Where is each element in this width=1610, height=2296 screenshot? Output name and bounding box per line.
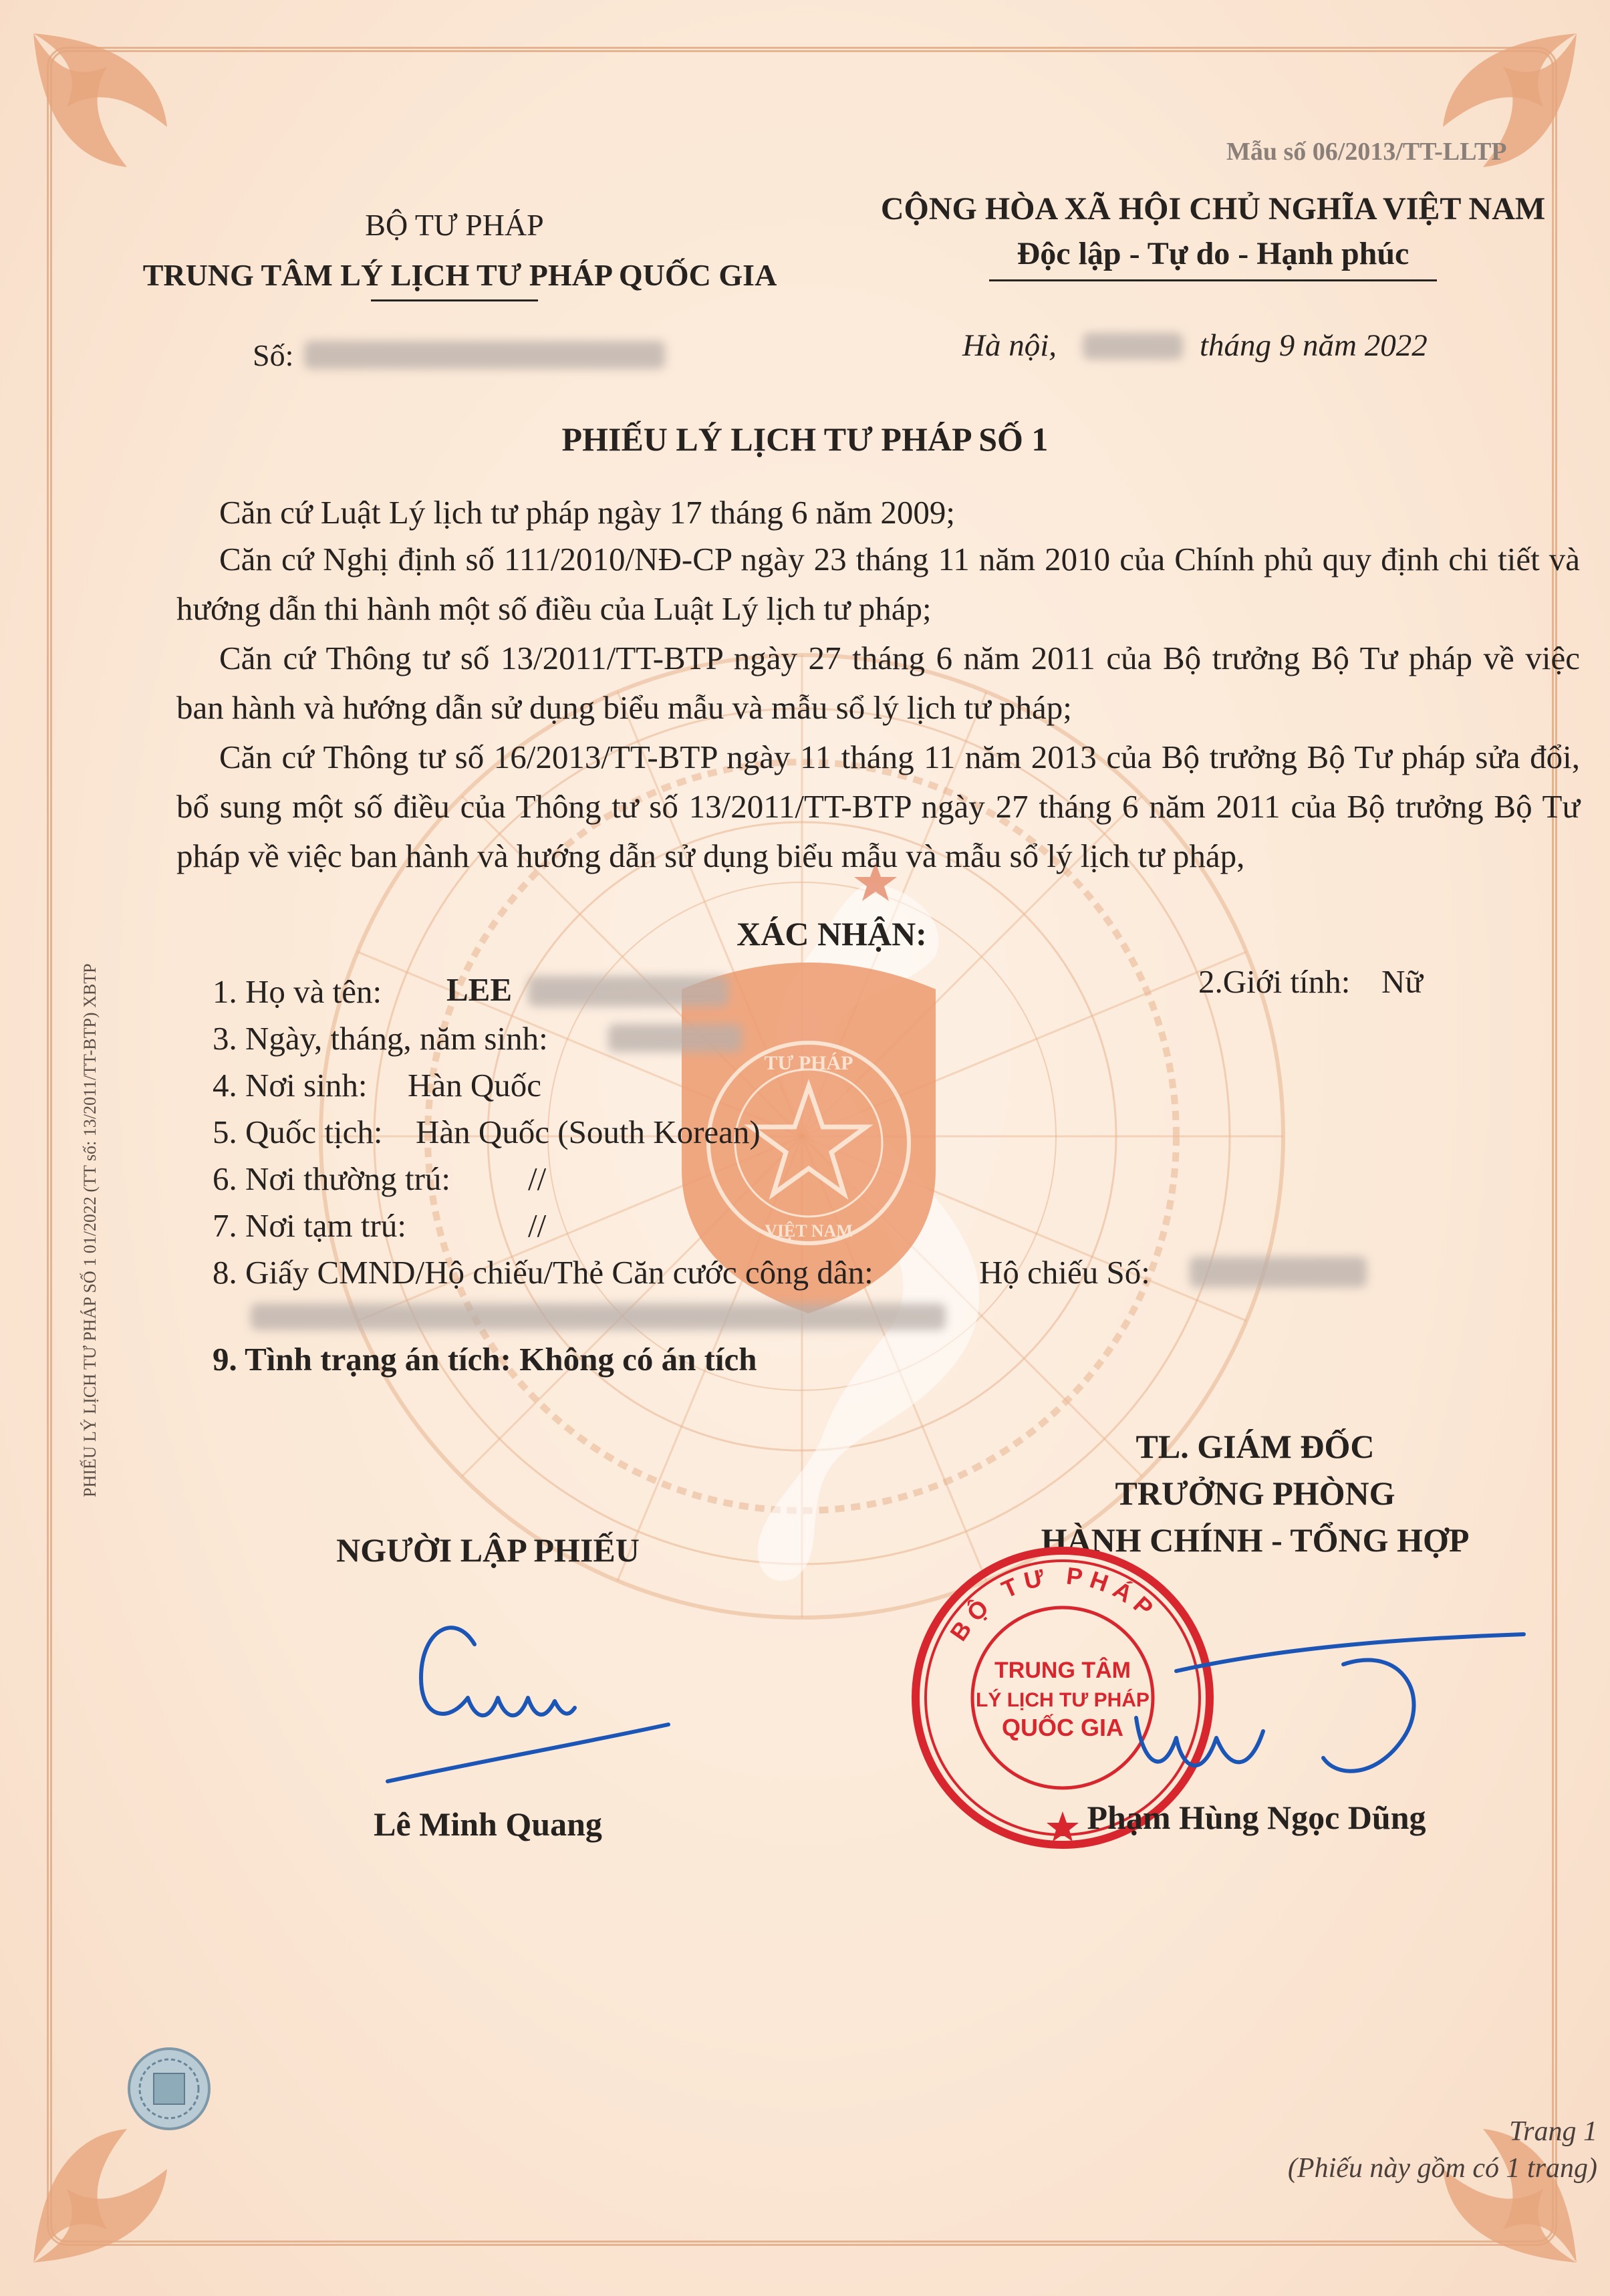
document-title: PHIẾU LÝ LỊCH TƯ PHÁP SỐ 1 xyxy=(561,420,1049,458)
page-count-note: (Phiếu này gồm có 1 trang) xyxy=(1287,2153,1597,2184)
name-value: LEE xyxy=(446,971,513,1008)
preparer-signature xyxy=(374,1591,682,1798)
form-code: Mẫu số 06/2013/TT-LLTP xyxy=(1226,138,1507,166)
stamp-line-2: LÝ LỊCH TƯ PHÁP xyxy=(976,1689,1150,1711)
corner-ornament-top-left xyxy=(27,27,180,180)
stamp-ring-text: BỘ TƯ PHÁP xyxy=(944,1561,1164,1646)
redacted-passport-details xyxy=(251,1303,946,1330)
legal-basis-4: Căn cứ Thông tư số 16/2013/TT-BTP ngày 11 tháng 11 năm 2013 của Bộ trưởng Bộ Tư pháp sửa đổi, bổ sung một số điều của Thông tư số 13/2011/TT-BTP ngày 27 tháng 6 năm 2011 của Bộ trưởng Bộ Tư pháp về việc ban hành và hướng dẫn sử dụng biểu mẫu và mẫu sổ lý lịch tư pháp, xyxy=(176,739,1580,874)
stamp-line-1: TRUNG TÂM xyxy=(994,1658,1131,1683)
stamp-line-3: QUỐC GIA xyxy=(1001,1714,1124,1741)
dob-label: 3. Ngày, tháng, năm sinh: xyxy=(213,1020,548,1057)
redacted-dob xyxy=(608,1024,742,1052)
redacted-document-number xyxy=(304,341,665,369)
nation-name: CỘNG HÒA XÃ HỘI CHỦ NGHĨA VIỆT NAM xyxy=(880,191,1546,227)
confirm-heading: XÁC NHẬN: xyxy=(736,915,927,952)
side-print-note: PHIẾU LÝ LỊCH TƯ PHÁP SỐ 1 01/2022 (TT số: 13/2011/TT-BTP) XBTP xyxy=(80,963,100,1497)
residence-value: // xyxy=(528,1160,547,1197)
preparer-title: NGƯỜI LẬP PHIẾU xyxy=(336,1531,640,1569)
director-signature xyxy=(1123,1618,1591,1818)
legal-basis-3: Căn cứ Thông tư số 13/2011/TT-BTP ngày 27 tháng 6 năm 2011 của Bộ trưởng Bộ Tư pháp về việc ban hành và hướng dẫn sử dụng biểu mẫu và mẫu sổ lý lịch tư pháp; xyxy=(176,640,1580,726)
id-document-value: Hộ chiếu Số: xyxy=(979,1254,1150,1291)
director-title-3: HÀNH CHÍNH - TỔNG HỢP xyxy=(1041,1521,1470,1559)
center-name: TRUNG TÂM LÝ LỊCH TƯ PHÁP QUỐC GIA xyxy=(142,258,777,292)
nationality-value: Hàn Quốc (South Korean) xyxy=(416,1114,761,1150)
ministry-name: BỘ TƯ PHÁP xyxy=(365,208,544,242)
emblem-top-text: TƯ PHÁP xyxy=(764,1052,853,1074)
document-number-label: Số: xyxy=(253,338,294,372)
temp-residence-value: // xyxy=(528,1207,547,1244)
corner-ornament-bottom-left xyxy=(27,2116,180,2269)
nation-motto: Độc lập - Tự do - Hạnh phúc xyxy=(1017,236,1410,271)
residence-label: 6. Nơi thường trú: xyxy=(213,1160,451,1197)
name-label: 1. Họ và tên: xyxy=(213,973,382,1010)
nationality-label: 5. Quốc tịch: xyxy=(213,1114,383,1150)
redacted-name xyxy=(528,976,728,1007)
legal-basis-2: Căn cứ Nghị định số 111/2010/NĐ-CP ngày 23 tháng 11 năm 2010 của Chính phủ quy định chi tiết và hướng dẫn thi hành một số điều của Luật Lý lịch tư pháp; xyxy=(176,541,1580,627)
birthplace-label: 4. Nơi sinh: xyxy=(213,1067,368,1104)
gender-label: 2.Giới tính: xyxy=(1198,963,1351,1000)
preparer-name: Lê Minh Quang xyxy=(374,1805,602,1843)
issue-month-year: tháng 9 năm 2022 xyxy=(1200,328,1428,363)
director-name: Phạm Hùng Ngọc Dũng xyxy=(1087,1799,1426,1836)
criminal-record-status: 9. Tình trạng án tích: Không có án tích xyxy=(213,1341,757,1378)
id-document-label: 8. Giấy CMND/Hộ chiếu/Thẻ Căn cước công dân: xyxy=(213,1254,874,1291)
legal-basis-1: Căn cứ Luật Lý lịch tư pháp ngày 17 tháng 6 năm 2009; xyxy=(219,494,955,531)
emblem-bottom-text: VIỆT NAM xyxy=(765,1221,853,1241)
director-title-2: TRƯỞNG PHÒNG xyxy=(1115,1475,1395,1512)
gender-value: Nữ xyxy=(1381,963,1423,1000)
issue-place: Hà nội, xyxy=(962,328,1057,363)
redacted-issue-day xyxy=(1083,333,1183,360)
page-number: Trang 1 xyxy=(1509,2116,1597,2147)
header-underline-right xyxy=(989,279,1437,281)
header-underline-left xyxy=(371,299,538,301)
hologram-seal xyxy=(126,2045,213,2132)
birthplace-value: Hàn Quốc xyxy=(408,1067,542,1104)
temp-residence-label: 7. Nơi tạm trú: xyxy=(213,1207,406,1244)
director-title-1: TL. GIÁM ĐỐC xyxy=(1135,1428,1375,1465)
redacted-passport-number xyxy=(1190,1257,1367,1287)
